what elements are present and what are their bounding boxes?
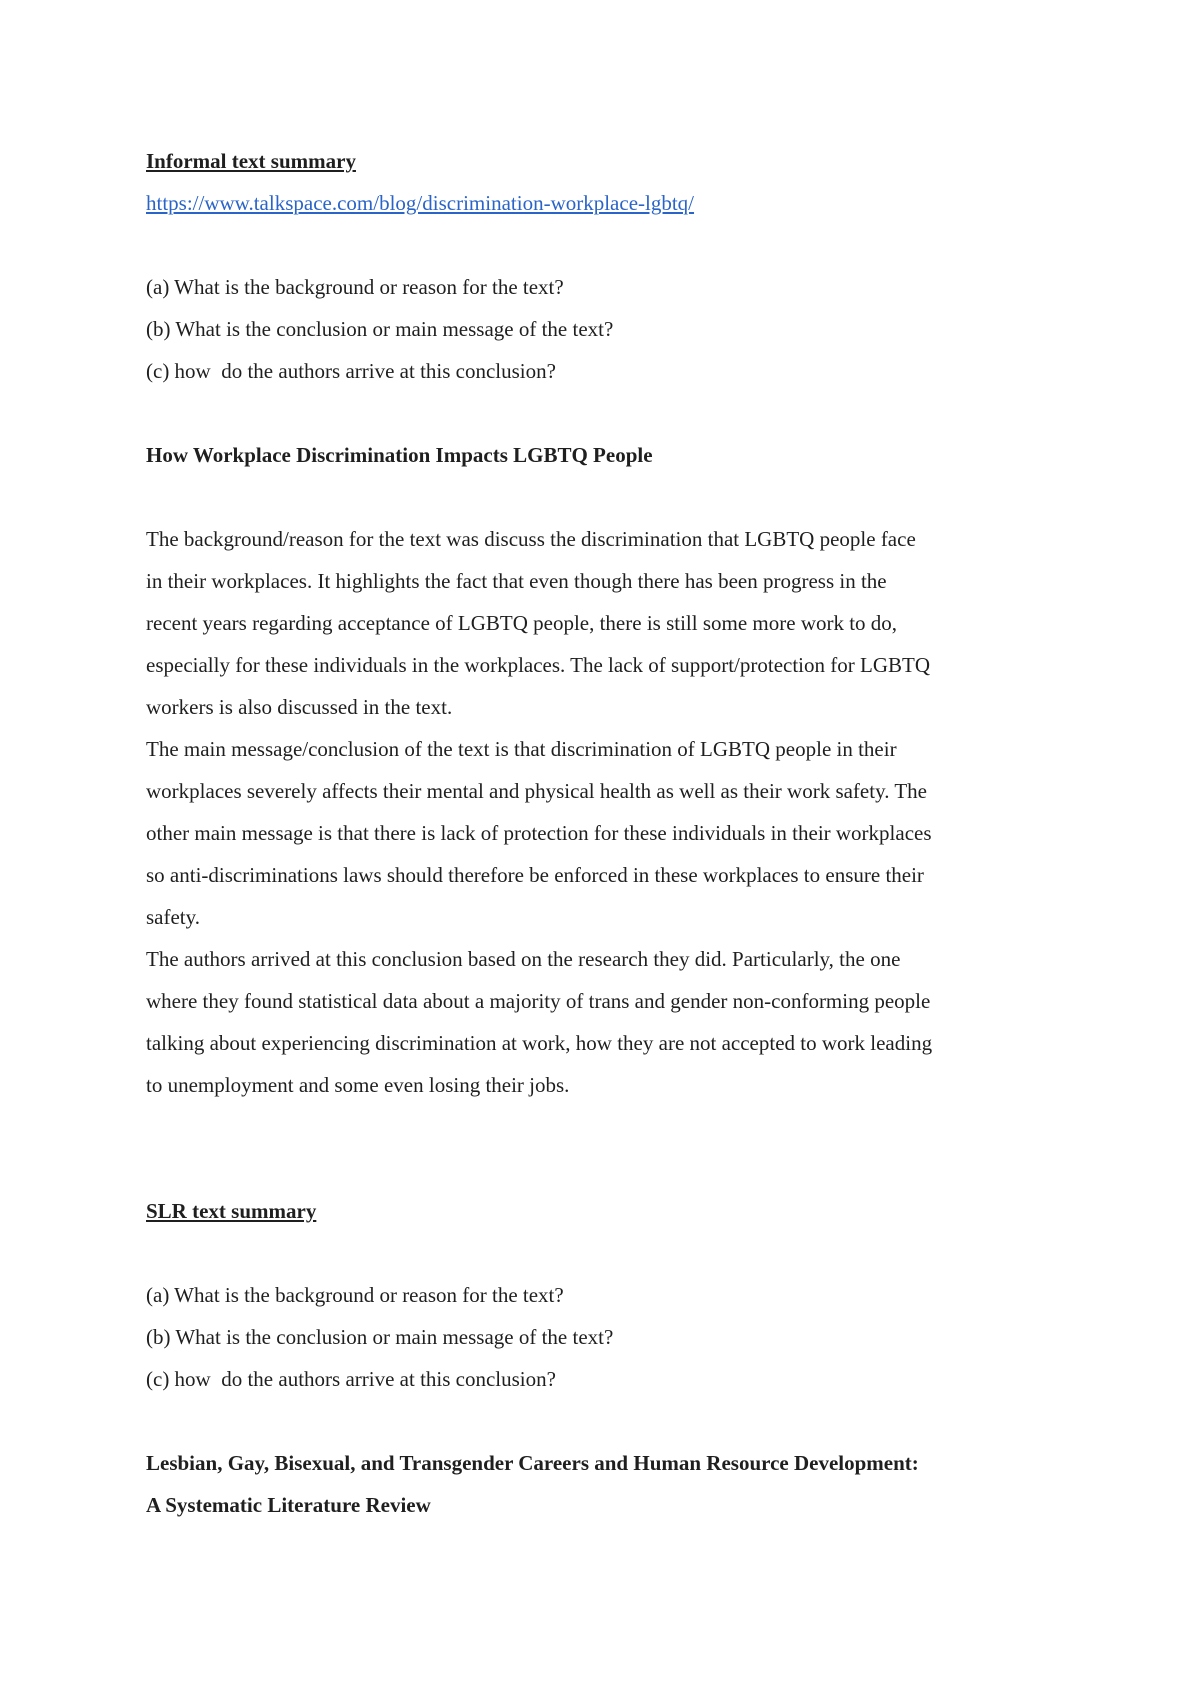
informal-summary-heading: Informal text summary [146,149,356,173]
slr-article-title-line-1: Lesbian, Gay, Bisexual, and Transgender Careers and Human Resource Development: [146,1451,919,1475]
document-page [146,140,1076,1526]
body-line: to unemployment and some even losing their jobs. [146,1073,570,1097]
spacer [146,1106,1076,1190]
slr-summary-heading: SLR text summary [146,1199,317,1223]
article-title: How Workplace Discrimination Impacts LGBTQ People [146,443,653,467]
body-line: safety. [146,905,201,929]
spacer [146,1400,1076,1442]
body-line: talking about experiencing discrimination at work, how they are not accepted to work leading [146,1031,933,1055]
spacer [146,1232,1076,1274]
question-c: (c) how do the authors arrive at this conclusion? [146,1367,556,1391]
body-line: The main message/conclusion of the text is that discrimination of LGBTQ people in their [146,737,897,761]
spacer [146,392,1076,434]
question-a: (a) What is the background or reason for the text? [146,275,564,299]
source-link[interactable]: https://www.talkspace.com/blog/discrimination-workplace-lgbtq/ [146,191,695,215]
body-line: so anti-discriminations laws should therefore be enforced in these workplaces to ensure their [146,863,924,887]
question-b: (b) What is the conclusion or main message of the text? [146,1325,614,1349]
body-line: The authors arrived at this conclusion based on the research they did. Particularly, the one [146,947,901,971]
body-line: recent years regarding acceptance of LGBTQ people, there is still some more work to do, [146,611,898,635]
body-line: especially for these individuals in the workplaces. The lack of support/protection for LGBTQ [146,653,930,677]
slr-article-title-line-2: A Systematic Literature Review [146,1493,431,1517]
question-c: (c) how do the authors arrive at this conclusion? [146,359,556,383]
body-line: workers is also discussed in the text. [146,695,453,719]
question-a: (a) What is the background or reason for the text? [146,1283,564,1307]
summary-body [146,518,1076,1106]
spacer [146,476,1076,518]
body-line: in their workplaces. It highlights the fact that even though there has been progress in the [146,569,887,593]
body-line: other main message is that there is lack of protection for these individuals in their workplaces [146,821,932,845]
body-line: The background/reason for the text was discuss the discrimination that LGBTQ people face [146,527,916,551]
body-line: where they found statistical data about a majority of trans and gender non-conforming people [146,989,931,1013]
body-line: workplaces severely affects their mental and physical health as well as their work safety. The [146,779,927,803]
spacer [146,224,1076,266]
question-b: (b) What is the conclusion or main message of the text? [146,317,614,341]
